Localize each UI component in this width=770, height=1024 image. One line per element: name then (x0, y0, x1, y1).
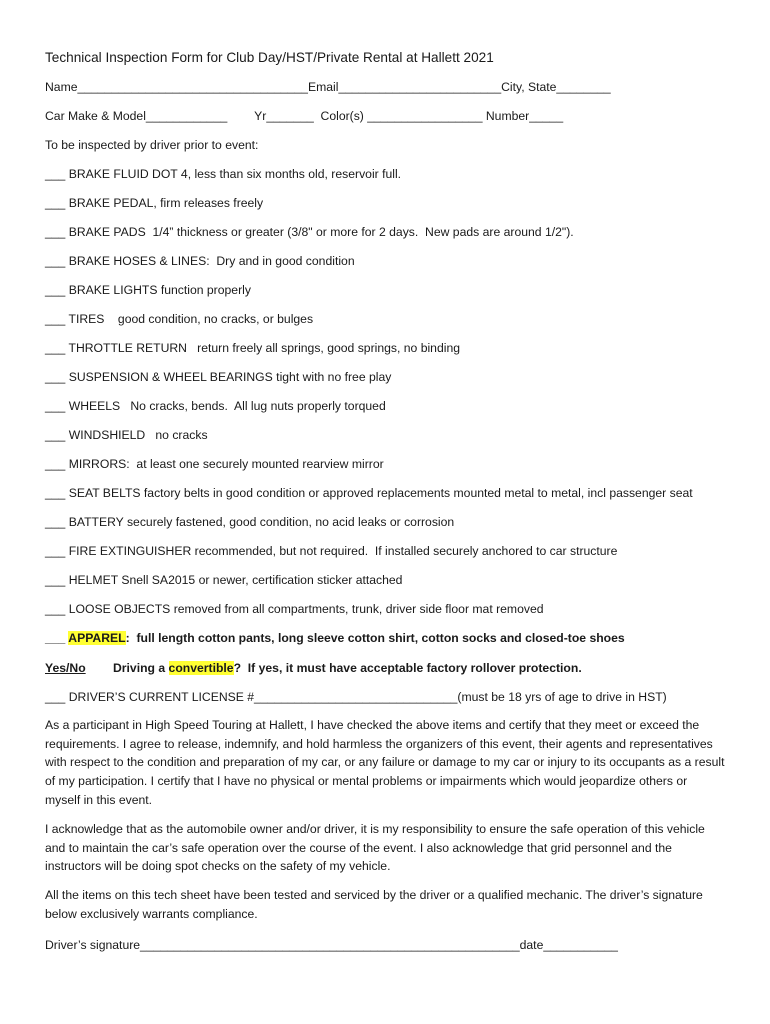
convertible-highlight: convertible (168, 661, 234, 675)
check-item-brake-pads[interactable]: ___ BRAKE PADS 1/4” thickness or greater (3/8" or more for 2 days. New pads are around 1/2"). (45, 225, 574, 239)
apparel-prefix: ___ (45, 631, 69, 645)
check-item-brake-fluid[interactable]: ___ BRAKE FLUID DOT 4, less than six months old, reservoir full. (45, 167, 402, 181)
drivers-license-line[interactable]: ___ DRIVER’S CURRENT LICENSE #______________________________(must be 18 yrs of age to drive in HST) (45, 690, 667, 704)
check-item-throttle-return[interactable]: ___ THROTTLE RETURN return freely all springs, good springs, no binding (45, 341, 461, 355)
convertible-before: Driving a (113, 661, 169, 675)
acknowledge-paragraph: I acknowledge that as the automobile owner and/or driver, it is my responsibility to ensure the safe operation of this vehicle and to maintain the car’s safe operation over the course of the event. I also acknowledge that grid personnel and the instructors will be doing spot checks on the safety of my vehicle. (45, 822, 705, 874)
certification-paragraph: All the items on this tech sheet have been tested and serviced by the driver or a qualified mechanic. The driver’s signature below exclusively warrants compliance. (45, 888, 703, 921)
check-item-fire-extinguisher[interactable]: ___ FIRE EXTINGUISHER recommended, but not required. If installed securely anchored to car structure (45, 544, 618, 558)
check-item-helmet[interactable]: ___ HELMET Snell SA2015 or newer, certification sticker attached (45, 573, 403, 587)
check-item-brake-lights[interactable]: ___ BRAKE LIGHTS function properly (45, 283, 251, 297)
release-paragraph: As a participant in High Speed Touring at Hallett, I have checked the above items and certify that they meet or exceed the requirements. I agree to release, indemnify, and hold harmless the organizers of this event, their agents and representatives with respect to the condition and preparation of my car, or any failure or damage to my car or injury to its occupants as a result of my participation. I certify that I have no physical or mental problems or impairments which would jeopardize others or myself in this event. (45, 718, 725, 807)
check-item-brake-pedal[interactable]: ___ BRAKE PEDAL, firm releases freely (45, 196, 264, 210)
check-item-seat-belts[interactable]: ___ SEAT BELTS factory belts in good condition or approved replacements mounted metal to metal, incl passenger seat (45, 486, 693, 500)
check-item-windshield[interactable]: ___ WINDSHIELD no cracks (45, 428, 208, 442)
check-item-wheels[interactable]: ___ WHEELS No cracks, bends. All lug nuts properly torqued (45, 399, 386, 413)
name-email-city-line[interactable]: Name__________________________________Email________________________City, State________ (45, 80, 611, 94)
check-item-loose-objects[interactable]: ___ LOOSE OBJECTS removed from all compartments, trunk, driver side floor mat removed (45, 602, 544, 616)
convertible-question (113, 661, 582, 675)
driver-signature-line[interactable]: Driver’s signature________________________________________________________date___________ (45, 938, 618, 952)
car-make-model-line[interactable]: Car Make & Model____________ Yr_______ Color(s) _________________ Number_____ (45, 109, 564, 123)
form-title: Technical Inspection Form for Club Day/HST/Private Rental at Hallett 2021 (45, 50, 494, 65)
check-item-battery[interactable]: ___ BATTERY securely fastened, good condition, no acid leaks or corrosion (45, 515, 455, 529)
inspection-intro: To be inspected by driver prior to event: (45, 138, 259, 152)
convertible-yes-no[interactable]: Yes/No (45, 661, 86, 675)
check-item-tires[interactable]: ___ TIRES good condition, no cracks, or bulges (45, 312, 314, 326)
convertible-after: ? If yes, it must have acceptable factory rollover protection. (233, 661, 582, 675)
check-item-apparel[interactable] (45, 631, 625, 645)
apparel-label: APPAREL (68, 631, 126, 645)
check-item-brake-hoses[interactable]: ___ BRAKE HOSES & LINES: Dry and in good condition (45, 254, 355, 268)
apparel-text: : full length cotton pants, long sleeve cotton shirt, cotton socks and closed-toe shoes (125, 631, 625, 645)
check-item-mirrors[interactable]: ___ MIRRORS: at least one securely mounted rearview mirror (45, 457, 384, 471)
check-item-suspension[interactable]: ___ SUSPENSION & WHEEL BEARINGS tight with no free play (45, 370, 392, 384)
